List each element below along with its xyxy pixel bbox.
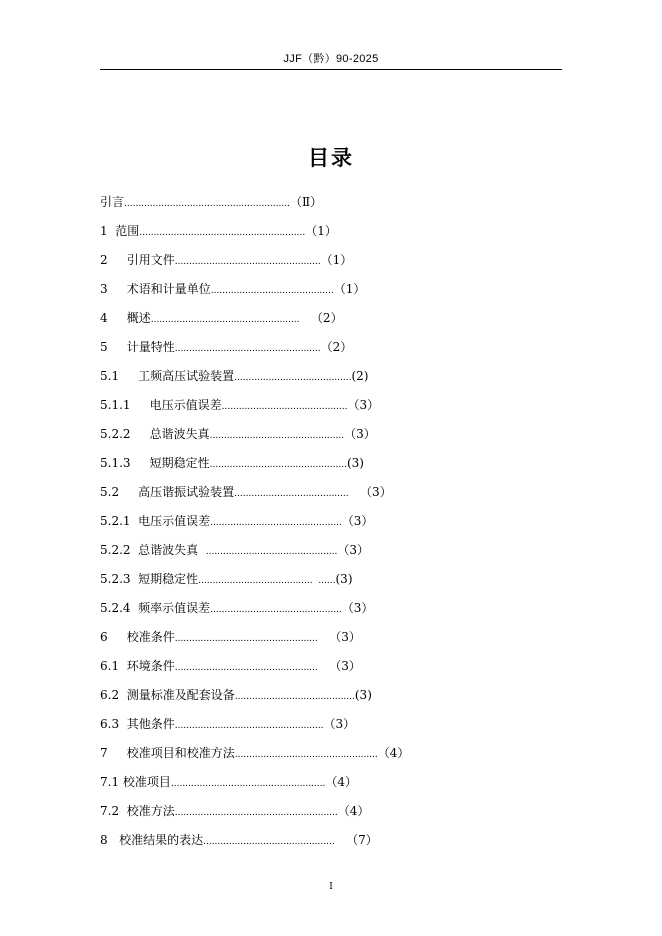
- toc-entry-label: 8 校准结果的表达: [100, 833, 204, 847]
- toc-page-number: (3): [346, 456, 364, 470]
- toc-page-number: (2): [351, 369, 369, 383]
- toc-entry-label: 5 计量特性: [100, 340, 175, 354]
- toc-entry-label: 5.2 高压谐振试验装置: [100, 485, 235, 499]
- toc-leader-dots: ..........................................................: [124, 199, 290, 209]
- toc-entry-label: 5.1.1 电压示值误差: [100, 398, 222, 412]
- toc-entry-6-2[interactable]: [100, 685, 420, 714]
- toc-entry-6-3[interactable]: [100, 714, 420, 743]
- toc-leader-dots: ...........................................: [210, 286, 334, 296]
- toc-entry-label: 5.1.3 短期稳定性: [100, 456, 210, 470]
- toc-page-number: （3）: [341, 601, 374, 615]
- toc-page-number: （2）: [320, 340, 353, 354]
- toc-leader-dots: ....................................................: [150, 315, 300, 325]
- toc-page-number: （3）: [323, 717, 356, 731]
- toc-entry-5-1-1[interactable]: [100, 395, 420, 424]
- page-number: I: [329, 882, 333, 892]
- toc-page-number: (3): [354, 688, 372, 702]
- toc-leader-dots: ........................................ ......: [198, 576, 336, 586]
- toc-leader-dots: ............................................: [221, 402, 348, 412]
- toc-leader-dots: .........................................: [234, 373, 352, 383]
- table-of-contents: [100, 192, 420, 859]
- toc-entry-scope[interactable]: [100, 221, 420, 250]
- toc-entry-5-2-2-a[interactable]: [100, 424, 420, 453]
- toc-entry-label: 5.2.2 总谐波失真: [100, 427, 210, 441]
- toc-leader-dots: ...............................................: [209, 431, 345, 441]
- toc-leader-dots: ..................................................: [174, 663, 318, 673]
- toc-page-number: （1）: [320, 253, 353, 267]
- page-title: 目录: [308, 146, 354, 170]
- toc-leader-dots: ..............................................: [205, 547, 338, 557]
- toc-entry-6-1[interactable]: [100, 656, 420, 685]
- toc-page-number: （4）: [325, 775, 358, 789]
- toc-entry-metrological-characteristics[interactable]: [100, 337, 420, 366]
- toc-entry-references[interactable]: [100, 250, 420, 279]
- toc-page-number: （3）: [317, 659, 361, 673]
- toc-entry-overview[interactable]: [100, 308, 420, 337]
- toc-entry-label: 6.3 其他条件: [100, 717, 175, 731]
- toc-entry-label: 5.2.4 频率示值误差: [100, 601, 211, 615]
- toc-leader-dots: ......................................................: [170, 779, 326, 789]
- toc-leader-dots: ........................................: [234, 489, 349, 499]
- toc-entry-label: 7.1 校准项目: [100, 775, 171, 789]
- toc-leader-dots: .........................................................: [174, 808, 338, 818]
- toc-entry-label: 5.2.1 电压示值误差: [100, 514, 211, 528]
- toc-entry-label: 6.2 测量标准及配套设备: [100, 688, 235, 702]
- toc-entry-7-1[interactable]: [100, 772, 420, 801]
- toc-leader-dots: ...................................................: [174, 344, 321, 354]
- toc-entry-5-2[interactable]: [100, 482, 420, 511]
- toc-entry-label: 4 概述: [100, 311, 151, 325]
- toc-page-number: （1）: [333, 282, 366, 296]
- toc-leader-dots: ..................................................: [234, 750, 378, 760]
- toc-entry-calibration-conditions[interactable]: [100, 627, 420, 656]
- toc-entry-calibration-items-methods[interactable]: [100, 743, 420, 772]
- toc-entry-label: 7 校准项目和校准方法: [100, 746, 235, 760]
- toc-entry-label: 6.1 环境条件: [100, 659, 175, 673]
- toc-leader-dots: ................................................: [209, 460, 347, 470]
- toc-entry-5-1[interactable]: [100, 366, 420, 395]
- toc-entry-label: 5.2.3 短期稳定性: [100, 572, 199, 586]
- toc-page-number: （1）: [305, 224, 337, 238]
- toc-page-number: （3）: [344, 427, 376, 441]
- page-header: JJF（黔）90-2025: [283, 53, 379, 65]
- toc-entry-5-2-4[interactable]: [100, 598, 420, 627]
- toc-page-number: （3）: [348, 485, 392, 499]
- toc-leader-dots: ..............................................: [210, 518, 342, 528]
- toc-entry-label: 3 术语和计量单位: [100, 282, 211, 296]
- toc-leader-dots: ..............................................: [203, 837, 335, 847]
- toc-leader-dots: ....................................................: [174, 721, 324, 731]
- toc-page-number: （Ⅱ）: [289, 195, 323, 209]
- toc-leader-dots: ..........................................: [234, 692, 355, 702]
- toc-entry-5-2-2-b[interactable]: [100, 540, 420, 569]
- toc-page-number: (3): [335, 572, 353, 586]
- toc-page-number: （3）: [337, 543, 370, 557]
- toc-entry-result-expression[interactable]: [100, 830, 420, 859]
- toc-page-number: （4）: [377, 746, 410, 760]
- toc-entry-7-2[interactable]: [100, 801, 420, 830]
- toc-entry-label: 5.1 工频高压试验装置: [100, 369, 235, 383]
- toc-page-number: （3）: [317, 630, 361, 644]
- toc-page-number: （3）: [347, 398, 380, 412]
- toc-entry-label: 7.2 校准方法: [100, 804, 175, 818]
- toc-entry-label: 1 范围: [100, 224, 140, 238]
- toc-page-number: （7）: [334, 833, 378, 847]
- toc-entry-label: 5.2.2 总谐波失真: [100, 543, 206, 557]
- toc-leader-dots: ..........................................................: [139, 228, 306, 238]
- toc-leader-dots: ..................................................: [174, 634, 318, 644]
- toc-entry-5-2-1[interactable]: [100, 511, 420, 540]
- toc-entry-5-2-3[interactable]: [100, 569, 420, 598]
- toc-entry-foreword[interactable]: [100, 192, 420, 221]
- toc-entry-terms[interactable]: [100, 279, 420, 308]
- toc-page-number: （4）: [337, 804, 370, 818]
- toc-entry-5-1-3[interactable]: [100, 453, 420, 482]
- toc-entry-label: 6 校准条件: [100, 630, 175, 644]
- toc-leader-dots: ..............................................: [210, 605, 342, 615]
- header-divider: [100, 69, 562, 70]
- toc-page-number: （2）: [299, 311, 343, 325]
- toc-leader-dots: ...................................................: [174, 257, 321, 267]
- toc-page-number: （3）: [341, 514, 374, 528]
- toc-entry-label: 2 引用文件: [100, 253, 175, 267]
- toc-entry-label: 引言: [100, 195, 125, 209]
